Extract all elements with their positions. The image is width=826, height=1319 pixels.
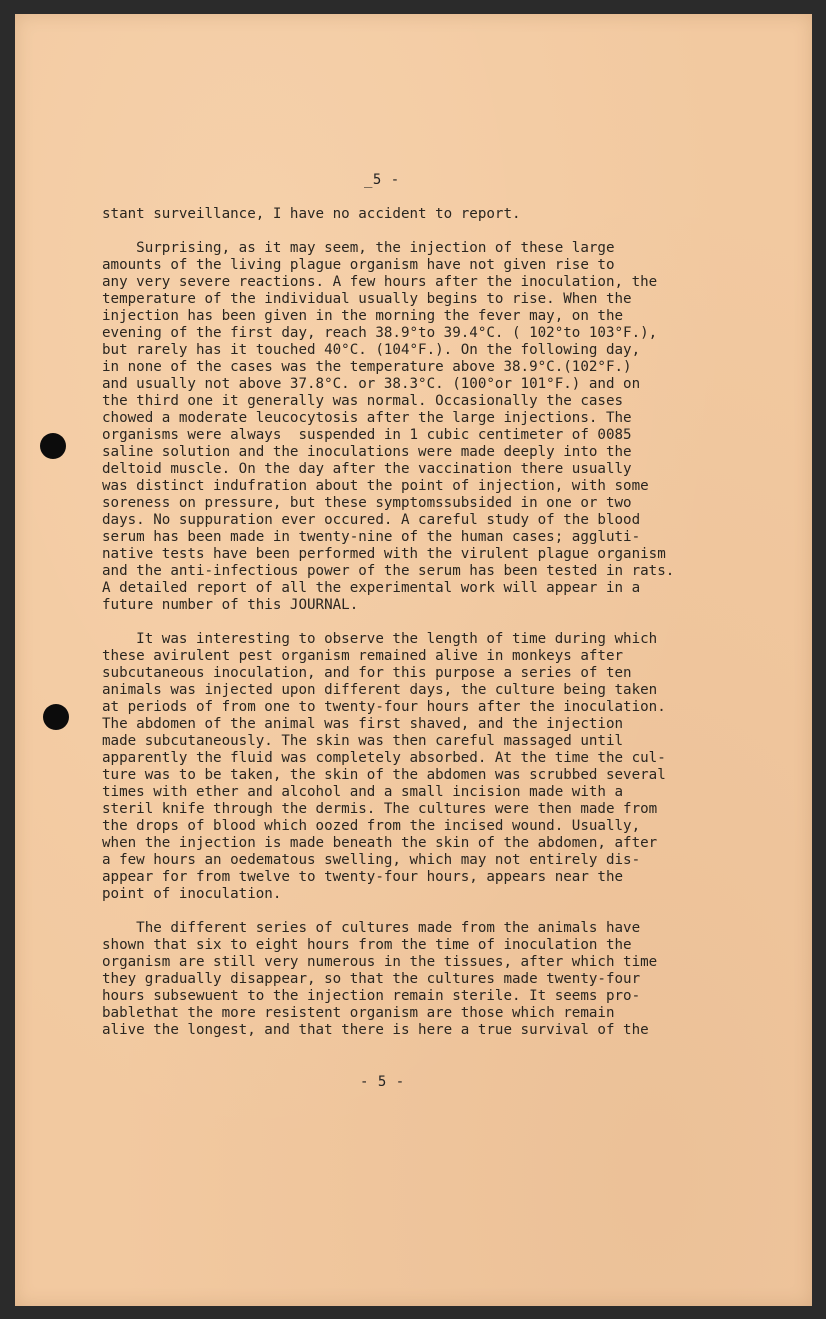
text-line: ture was to be taken, the skin of the abdomen was scrubbed several <box>102 767 666 783</box>
paragraph-2 <box>102 240 762 614</box>
text-line: any very severe reactions. A few hours after the inoculation, the <box>102 274 658 290</box>
body-text <box>102 206 762 1039</box>
text-line: organism are still very numerous in the tissues, after which time <box>102 954 658 970</box>
text-line: days. No suppuration ever occured. A careful study of the blood <box>102 512 641 528</box>
text-line: soreness on pressure, but these symptomssubsided in one or two <box>102 495 632 511</box>
text-line: times with ether and alcohol and a small incision made with a <box>102 784 624 800</box>
text-line: these avirulent pest organism remained alive in monkeys after <box>102 648 624 664</box>
text-line: stant surveillance, I have no accident to report. <box>102 206 521 222</box>
paragraph-1 <box>102 206 762 223</box>
text-line: they gradually disappear, so that the cultures made twenty-four <box>102 971 641 987</box>
text-line: apparently the fluid was completely absorbed. At the time the cul- <box>102 750 666 766</box>
text-line: Surprising, as it may seem, the injection of these large <box>102 240 615 256</box>
punch-hole-upper <box>40 433 66 459</box>
text-line: appear for from twelve to twenty-four hours, appears near the <box>102 869 624 885</box>
text-line: a few hours an oedematous swelling, which may not entirely dis- <box>102 852 641 868</box>
text-line: and the anti-infectious power of the serum has been tested in rats. <box>102 563 675 579</box>
text-line: animals was injected upon different days, the culture being taken <box>102 682 658 698</box>
text-line: A detailed report of all the experimental work will appear in a <box>102 580 641 596</box>
text-line: native tests have been performed with the virulent plague organism <box>102 546 666 562</box>
page-number-top: _5 - <box>364 172 400 188</box>
text-line: organisms were always suspended in 1 cubic centimeter of 0085 <box>102 427 632 443</box>
text-line: The abdomen of the animal was first shaved, and the injection <box>102 716 624 732</box>
text-line: was distinct indufration about the point of injection, with some <box>102 478 649 494</box>
text-line: The different series of cultures made from the animals have <box>102 920 641 936</box>
text-line: point of inoculation. <box>102 886 282 902</box>
text-line: steril knife through the dermis. The cultures were then made from <box>102 801 658 817</box>
text-line: deltoid muscle. On the day after the vaccination there usually <box>102 461 632 477</box>
text-line: temperature of the individual usually begins to rise. When the <box>102 291 632 307</box>
paragraph-gap <box>102 903 762 920</box>
text-line: made subcutaneously. The skin was then careful massaged until <box>102 733 624 749</box>
paragraph-gap <box>102 614 762 631</box>
text-line: chowed a moderate leucocytosis after the large injections. The <box>102 410 632 426</box>
text-line: bablethat the more resistent organism are those which remain <box>102 1005 615 1021</box>
text-line: subcutaneous inoculation, and for this purpose a series of ten <box>102 665 632 681</box>
text-line: and usually not above 37.8°C. or 38.3°C. (100°or 101°F.) and on <box>102 376 641 392</box>
paragraph-4 <box>102 920 762 1039</box>
text-line: evening of the first day, reach 38.9°to 39.4°C. ( 102°to 103°F.), <box>102 325 658 341</box>
text-line: in none of the cases was the temperature above 38.9°C.(102°F.) <box>102 359 632 375</box>
text-line: future number of this JOURNAL. <box>102 597 359 613</box>
text-line: serum has been made in twenty-nine of the human cases; aggluti- <box>102 529 641 545</box>
text-line: amounts of the living plague organism have not given rise to <box>102 257 615 273</box>
paragraph-gap <box>102 223 762 240</box>
page-number-bottom: - 5 - <box>360 1074 405 1090</box>
text-line: hours subsewuent to the injection remain sterile. It seems pro- <box>102 988 641 1004</box>
text-line: the drops of blood which oozed from the incised wound. Usually, <box>102 818 641 834</box>
text-line: at periods of from one to twenty-four hours after the inoculation. <box>102 699 666 715</box>
text-line: shown that six to eight hours from the time of inoculation the <box>102 937 632 953</box>
text-line: alive the longest, and that there is here a true survival of the <box>102 1022 649 1038</box>
punch-hole-lower <box>43 704 69 730</box>
text-line: injection has been given in the morning the fever may, on the <box>102 308 624 324</box>
paragraph-3 <box>102 631 762 903</box>
text-line: It was interesting to observe the length of time during which <box>102 631 658 647</box>
text-line: when the injection is made beneath the skin of the abdomen, after <box>102 835 658 851</box>
text-line: but rarely has it touched 40°C. (104°F.). On the following day, <box>102 342 641 358</box>
text-line: the third one it generally was normal. Occasionally the cases <box>102 393 624 409</box>
text-line: saline solution and the inoculations were made deeply into the <box>102 444 632 460</box>
